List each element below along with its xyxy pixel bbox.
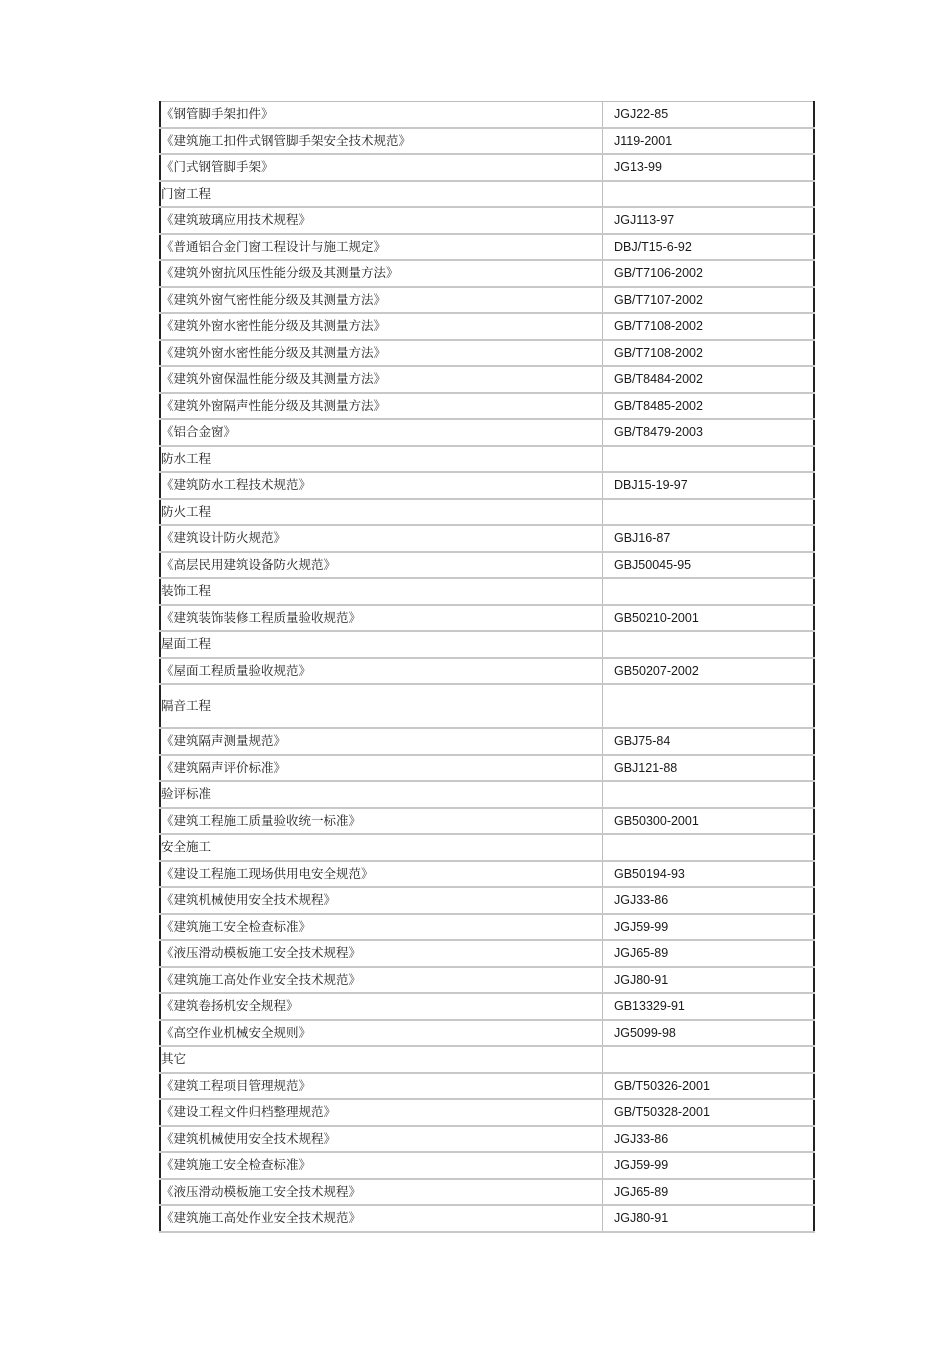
standard-name-cell: 《建筑外窗气密性能分级及其测量方法》 xyxy=(160,287,603,314)
standard-name-cell: 《建设工程施工现场供用电安全规范》 xyxy=(160,861,603,888)
section-heading-cell: 防水工程 xyxy=(160,446,603,473)
standard-name-cell: 《建筑外窗水密性能分级及其测量方法》 xyxy=(160,340,603,367)
standard-name-cell: 《建筑卷扬机安全规程》 xyxy=(160,993,603,1020)
standards-table xyxy=(159,101,815,1233)
standard-code-cell: GB/T7108-2002 xyxy=(603,340,815,367)
section-heading-cell: 防火工程 xyxy=(160,499,603,526)
table-row xyxy=(160,366,814,393)
standard-code-cell: JGJ65-89 xyxy=(603,1179,815,1206)
table-row xyxy=(160,419,814,446)
table-row xyxy=(160,1046,814,1073)
section-heading-cell: 验评标准 xyxy=(160,781,603,808)
standard-name-cell: 《建筑隔声评价标准》 xyxy=(160,755,603,782)
table-row xyxy=(160,605,814,632)
standard-name-cell: 《建筑外窗抗风压性能分级及其测量方法》 xyxy=(160,260,603,287)
standard-name-cell: 《建筑施工安全检查标准》 xyxy=(160,1152,603,1179)
standard-name-cell: 《建筑施工安全检查标准》 xyxy=(160,914,603,941)
standard-name-cell: 《铝合金窗》 xyxy=(160,419,603,446)
standard-code-cell: GB/T8485-2002 xyxy=(603,393,815,420)
standard-name-cell: 《建筑施工扣件式钢管脚手架安全技术规范》 xyxy=(160,128,603,155)
table-row xyxy=(160,861,814,888)
section-heading-cell: 安全施工 xyxy=(160,834,603,861)
standard-code-cell xyxy=(603,781,815,808)
table-row xyxy=(160,1073,814,1100)
standard-code-cell: GBJ50045-95 xyxy=(603,552,815,579)
standard-code-cell: JGJ113-97 xyxy=(603,207,815,234)
standard-code-cell: JGJ22-85 xyxy=(603,102,815,128)
standard-name-cell: 《门式钢管脚手架》 xyxy=(160,154,603,181)
standard-code-cell: DBJ/T15-6-92 xyxy=(603,234,815,261)
table-row xyxy=(160,781,814,808)
standard-name-cell: 《液压滑动模板施工安全技术规程》 xyxy=(160,1179,603,1206)
table-row xyxy=(160,967,814,994)
table-row xyxy=(160,102,814,128)
standard-name-cell: 《高空作业机械安全规则》 xyxy=(160,1020,603,1047)
table-row xyxy=(160,834,814,861)
standards-table-body xyxy=(160,102,814,1232)
table-row xyxy=(160,340,814,367)
section-heading-cell: 装饰工程 xyxy=(160,578,603,605)
standard-name-cell: 《建筑玻璃应用技术规程》 xyxy=(160,207,603,234)
table-row xyxy=(160,940,814,967)
standard-name-cell: 《建筑防水工程技术规范》 xyxy=(160,472,603,499)
standard-code-cell: GB/T50326-2001 xyxy=(603,1073,815,1100)
table-row xyxy=(160,578,814,605)
standard-name-cell: 《建筑机械使用安全技术规程》 xyxy=(160,1126,603,1153)
table-row xyxy=(160,181,814,208)
table-row xyxy=(160,808,814,835)
table-row xyxy=(160,1126,814,1153)
standard-code-cell xyxy=(603,578,815,605)
table-row xyxy=(160,446,814,473)
section-heading-cell: 其它 xyxy=(160,1046,603,1073)
standard-name-cell: 《建筑装饰装修工程质量验收规范》 xyxy=(160,605,603,632)
standard-code-cell xyxy=(603,181,815,208)
standard-name-cell: 《液压滑动模板施工安全技术规程》 xyxy=(160,940,603,967)
standard-code-cell: JGJ80-91 xyxy=(603,1205,815,1232)
standard-code-cell: J119-2001 xyxy=(603,128,815,155)
standard-code-cell xyxy=(603,631,815,658)
standard-code-cell: DBJ15-19-97 xyxy=(603,472,815,499)
standard-name-cell: 《高层民用建筑设备防火规范》 xyxy=(160,552,603,579)
standard-code-cell: GBJ16-87 xyxy=(603,525,815,552)
standard-name-cell: 《建筑工程项目管理规范》 xyxy=(160,1073,603,1100)
table-row xyxy=(160,755,814,782)
table-row xyxy=(160,552,814,579)
table-row xyxy=(160,313,814,340)
standard-code-cell: GBJ75-84 xyxy=(603,728,815,755)
table-row xyxy=(160,1205,814,1232)
table-row xyxy=(160,1152,814,1179)
standard-code-cell: GB13329-91 xyxy=(603,993,815,1020)
standard-code-cell xyxy=(603,834,815,861)
table-row xyxy=(160,499,814,526)
table-row xyxy=(160,525,814,552)
table-row xyxy=(160,658,814,685)
table-row xyxy=(160,993,814,1020)
standard-code-cell: JG5099-98 xyxy=(603,1020,815,1047)
standard-code-cell xyxy=(603,1046,815,1073)
standard-code-cell xyxy=(603,684,815,728)
table-row xyxy=(160,260,814,287)
standard-code-cell: GB/T8484-2002 xyxy=(603,366,815,393)
standard-code-cell: JGJ33-86 xyxy=(603,1126,815,1153)
standard-code-cell: GB/T50328-2001 xyxy=(603,1099,815,1126)
standard-code-cell: GB/T7107-2002 xyxy=(603,287,815,314)
standard-name-cell: 《屋面工程质量验收规范》 xyxy=(160,658,603,685)
standard-name-cell: 《建设工程文件归档整理规范》 xyxy=(160,1099,603,1126)
standard-code-cell: GB50207-2002 xyxy=(603,658,815,685)
table-row xyxy=(160,728,814,755)
table-row xyxy=(160,393,814,420)
section-heading-cell: 屋面工程 xyxy=(160,631,603,658)
table-row xyxy=(160,887,814,914)
standard-name-cell: 《建筑外窗水密性能分级及其测量方法》 xyxy=(160,313,603,340)
table-row xyxy=(160,234,814,261)
table-row xyxy=(160,1020,814,1047)
table-row xyxy=(160,1099,814,1126)
standard-name-cell: 《建筑工程施工质量验收统一标准》 xyxy=(160,808,603,835)
standard-name-cell: 《建筑设计防火规范》 xyxy=(160,525,603,552)
standard-code-cell: GB/T7106-2002 xyxy=(603,260,815,287)
standard-name-cell: 《建筑外窗保温性能分级及其测量方法》 xyxy=(160,366,603,393)
standard-name-cell: 《建筑施工高处作业安全技术规范》 xyxy=(160,967,603,994)
standard-name-cell: 《建筑施工高处作业安全技术规范》 xyxy=(160,1205,603,1232)
standard-code-cell: GBJ121-88 xyxy=(603,755,815,782)
standard-code-cell xyxy=(603,446,815,473)
section-heading-cell: 隔音工程 xyxy=(160,684,603,728)
table-row xyxy=(160,631,814,658)
standard-code-cell: JGJ65-89 xyxy=(603,940,815,967)
table-row xyxy=(160,128,814,155)
standard-name-cell: 《建筑外窗隔声性能分级及其测量方法》 xyxy=(160,393,603,420)
standard-code-cell: JGJ80-91 xyxy=(603,967,815,994)
table-row xyxy=(160,154,814,181)
table-row xyxy=(160,1179,814,1206)
standard-code-cell: GB50300-2001 xyxy=(603,808,815,835)
standard-code-cell: GB50194-93 xyxy=(603,861,815,888)
standard-code-cell: GB/T7108-2002 xyxy=(603,313,815,340)
table-row xyxy=(160,207,814,234)
standard-code-cell: GB/T8479-2003 xyxy=(603,419,815,446)
table-row xyxy=(160,287,814,314)
standard-code-cell: JG13-99 xyxy=(603,154,815,181)
standard-name-cell: 《建筑机械使用安全技术规程》 xyxy=(160,887,603,914)
standard-code-cell: JGJ59-99 xyxy=(603,914,815,941)
section-heading-cell: 门窗工程 xyxy=(160,181,603,208)
standard-name-cell: 《建筑隔声测量规范》 xyxy=(160,728,603,755)
table-row xyxy=(160,472,814,499)
table-row xyxy=(160,914,814,941)
standard-code-cell xyxy=(603,499,815,526)
standard-code-cell: JGJ33-86 xyxy=(603,887,815,914)
standard-name-cell: 《钢管脚手架扣件》 xyxy=(160,102,603,128)
standard-code-cell: GB50210-2001 xyxy=(603,605,815,632)
standard-name-cell: 《普通铝合金门窗工程设计与施工规定》 xyxy=(160,234,603,261)
standard-code-cell: JGJ59-99 xyxy=(603,1152,815,1179)
table-row xyxy=(160,684,814,728)
